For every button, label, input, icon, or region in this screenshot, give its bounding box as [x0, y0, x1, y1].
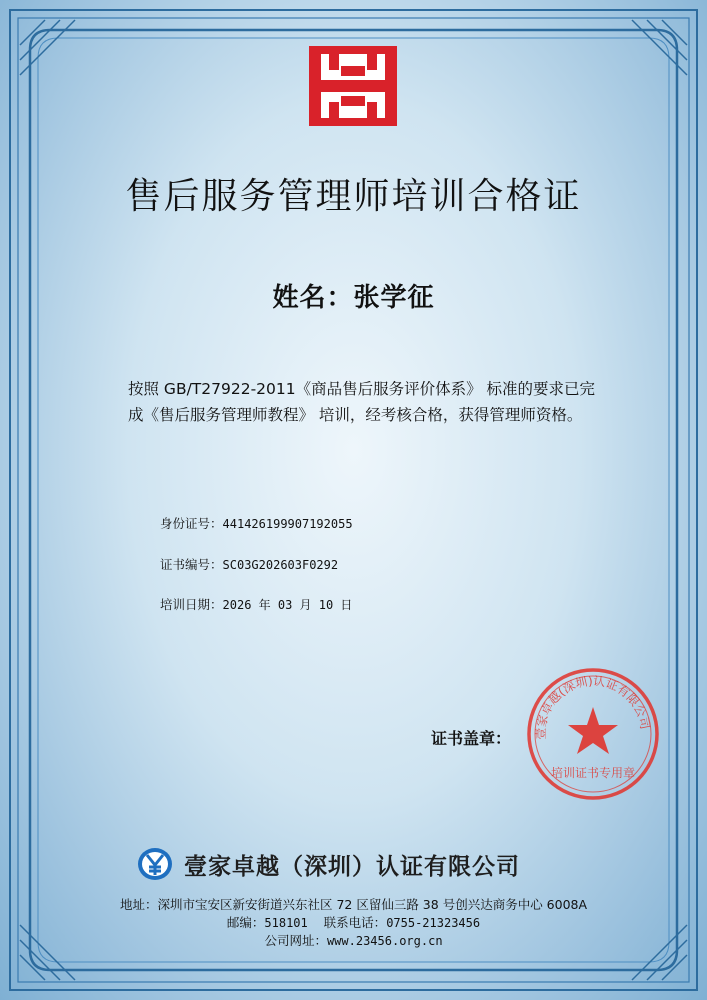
id-number-row [160, 514, 353, 532]
address-line [0, 895, 707, 913]
company-logo-icon [136, 846, 174, 882]
phone-label: 联系电话： [323, 915, 387, 930]
website-line [0, 931, 707, 949]
cert-number-row [160, 555, 338, 573]
address-label: 地址： [119, 897, 158, 912]
postcode-value: 518101 [264, 916, 308, 930]
website-label: 公司网址： [264, 933, 327, 948]
holder-name-line [0, 277, 707, 314]
cert-number-value: SC03G202603F0292 [222, 558, 339, 572]
official-seal [524, 665, 662, 803]
website-value: www.23456.org.cn [326, 934, 443, 948]
company-name: 壹家卓越（深圳）认证有限公司 [184, 854, 520, 880]
training-date-value: 2026 年 03 月 10 日 [222, 598, 353, 612]
holder-name: 张学征 [353, 283, 435, 313]
cert-number-label: 证书编号： [160, 557, 223, 572]
name-label: 姓名： [272, 283, 354, 313]
statement-line-1: 按照 GB/T27922-2011《商品售后服务评价体系》 标准的要求已完 [128, 380, 596, 398]
svg-text:壹家卓越(深圳)认证有限公司: 壹家卓越(深圳)认证有限公司 [533, 673, 653, 740]
id-number-value: 441426199907192055 [222, 517, 353, 531]
training-date-row [160, 595, 352, 613]
address-value: 深圳市宝安区新安街道兴东社区 72 区留仙三路 38 号创兴达商务中心 6008A [157, 897, 588, 912]
contact-line [0, 913, 707, 931]
id-number-label: 身份证号： [160, 516, 223, 531]
training-date-label: 培训日期： [160, 597, 223, 612]
certificate-emblem-logo [307, 44, 399, 128]
statement-line-2: 成《售后服务管理师教程》 培训，经考核合格，获得管理师资格。 [128, 406, 583, 424]
certificate-statement [128, 376, 598, 428]
phone-value: 0755-21323456 [386, 916, 481, 930]
certificate-title: 售后服务管理师培训合格证 [125, 176, 582, 217]
postcode-label: 邮编： [226, 915, 265, 930]
seal-label: 证书盖章： [431, 729, 512, 748]
svg-text:培训证书专用章: 培训证书专用章 [550, 766, 636, 780]
